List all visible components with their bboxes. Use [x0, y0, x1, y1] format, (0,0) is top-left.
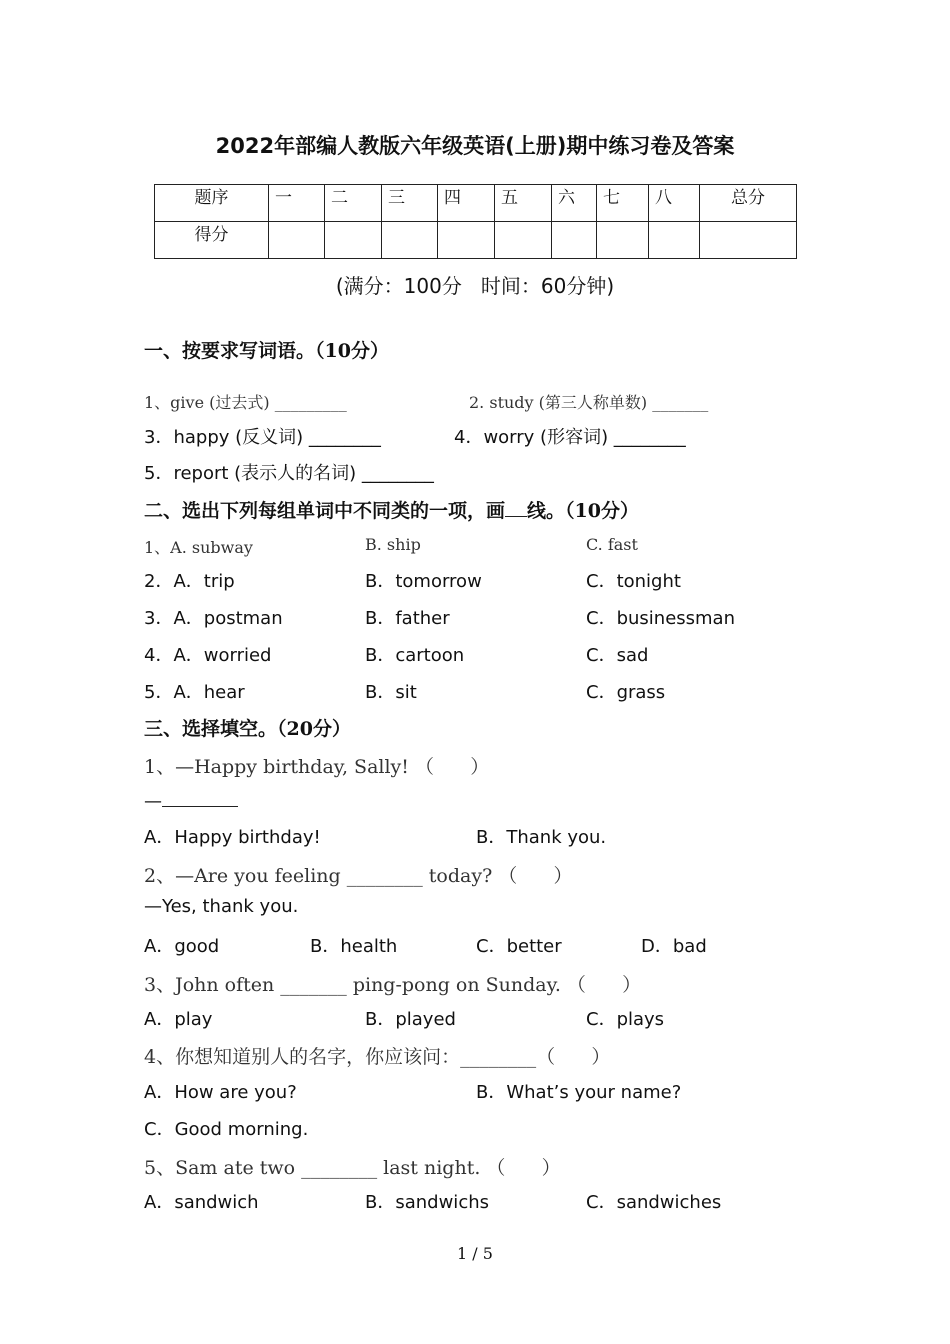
- s3-q5-option-b: B．sandwichs: [365, 1192, 489, 1213]
- score-header-cell: 八: [649, 185, 700, 222]
- score-table-score-row: [155, 222, 797, 259]
- s2-row-4-option-c: C．sad: [586, 645, 649, 666]
- s3-q2-option-c: C．better: [476, 936, 562, 957]
- score-row-label: 得分: [155, 222, 269, 259]
- s1-question-4: 4．worry (形容词) ________: [454, 427, 686, 448]
- s2-row-4-option-a: 4．A．worried: [144, 645, 272, 666]
- s3-q5-option-a: A．sandwich: [144, 1192, 259, 1213]
- score-cell: [438, 222, 495, 259]
- score-table-header-row: [155, 185, 797, 222]
- s3-q3-stem: 3、John often _______ ping-pong on Sunday. （ ）: [144, 974, 642, 996]
- exam-info: (满分：100分 时间：60分钟): [335, 274, 615, 298]
- s2-row-3-option-b: B．father: [365, 608, 450, 629]
- s3-q3-option-b: B．played: [365, 1009, 456, 1030]
- page-number: 1 / 5: [457, 1244, 493, 1263]
- score-cell: [495, 222, 552, 259]
- s3-q1-reply: [144, 788, 238, 812]
- s1-question-2: 2. study (第三人称单数) _______: [469, 393, 709, 412]
- score-cell: [325, 222, 382, 259]
- heading-underline-blank: [505, 498, 527, 517]
- answer-blank: [162, 788, 238, 807]
- score-header-cell: 总分: [700, 185, 797, 222]
- score-header-cell: 三: [382, 185, 438, 222]
- s2-row-2-option-c: C．tonight: [586, 571, 681, 592]
- score-header-cell: 题序: [155, 185, 269, 222]
- s3-q2-option-b: B．health: [310, 936, 398, 957]
- s3-q2-option-d: D．bad: [641, 936, 707, 957]
- score-cell: [552, 222, 597, 259]
- s3-q1-reply-dash: —: [144, 791, 162, 812]
- s1-question-5: 5．report (表示人的名词) ________: [144, 463, 434, 484]
- s2-row-3-option-c: C．businessman: [586, 608, 735, 629]
- score-header-cell: 四: [438, 185, 495, 222]
- s3-q1-option-b: B．Thank you.: [476, 827, 607, 848]
- s2-row-3-option-a: 3．A．postman: [144, 608, 283, 629]
- s3-q4-stem: 4、你想知道别人的名字，你应该问：________（ ）: [144, 1046, 611, 1068]
- s2-row-5-option-b: B．sit: [365, 682, 417, 703]
- score-cell: [649, 222, 700, 259]
- s3-q4-option-a: A．How are you?: [144, 1082, 297, 1103]
- s2-row-5-option-a: 5．A．hear: [144, 682, 245, 703]
- score-header-cell: 七: [597, 185, 649, 222]
- score-cell: [269, 222, 325, 259]
- score-header-cell: 一: [269, 185, 325, 222]
- s3-q2-stem: 2、—Are you feeling ________ today? （ ）: [144, 865, 573, 887]
- score-cell: [597, 222, 649, 259]
- score-table: [154, 184, 797, 259]
- s2-row-4-option-b: B．cartoon: [365, 645, 465, 666]
- s1-question-1: 1、give (过去式) _________: [144, 393, 347, 412]
- s3-q1-option-a: A．Happy birthday!: [144, 827, 321, 848]
- s3-q5-option-c: C．sandwiches: [586, 1192, 722, 1213]
- s3-q1-stem: 1、—Happy birthday, Sally! （ ）: [144, 756, 490, 778]
- s2-row-1-option-a: 1、A. subway: [144, 538, 253, 557]
- s3-q3-option-c: C．plays: [586, 1009, 665, 1030]
- s3-q2-reply: —Yes, thank you.: [144, 896, 299, 917]
- score-cell: [700, 222, 797, 259]
- s2-row-1-option-c: C. fast: [586, 535, 638, 554]
- section-1-heading: 一、按要求写词语。（10分）: [144, 340, 389, 362]
- score-header-cell: 五: [495, 185, 552, 222]
- section-2-heading: [144, 496, 639, 523]
- section-2-heading-pre: 二、选出下列每组单词中不同类的一项，画: [144, 500, 506, 522]
- s2-row-5-option-c: C．grass: [586, 682, 666, 703]
- s3-q4-option-c: C．Good morning.: [144, 1119, 309, 1140]
- s3-q4-option-b: B．What’s your name?: [476, 1082, 682, 1103]
- document-title: 2022年部编人教版六年级英语(上册)期中练习卷及答案: [215, 134, 735, 158]
- section-3-heading: 三、选择填空。（20分）: [144, 718, 351, 740]
- s3-q2-option-a: A．good: [144, 936, 220, 957]
- score-cell: [382, 222, 438, 259]
- s2-row-2-option-a: 2．A．trip: [144, 571, 235, 592]
- s2-row-2-option-b: B．tomorrow: [365, 571, 482, 592]
- score-header-cell: 六: [552, 185, 597, 222]
- s3-q5-stem: 5、Sam ate two ________ last night. （ ）: [144, 1157, 561, 1179]
- s3-q3-option-a: A．play: [144, 1009, 213, 1030]
- section-2-heading-post: 线。（10分）: [527, 500, 639, 522]
- s2-row-1-option-b: B. ship: [365, 535, 421, 554]
- s1-question-3: 3．happy (反义词) ________: [144, 427, 381, 448]
- score-header-cell: 二: [325, 185, 382, 222]
